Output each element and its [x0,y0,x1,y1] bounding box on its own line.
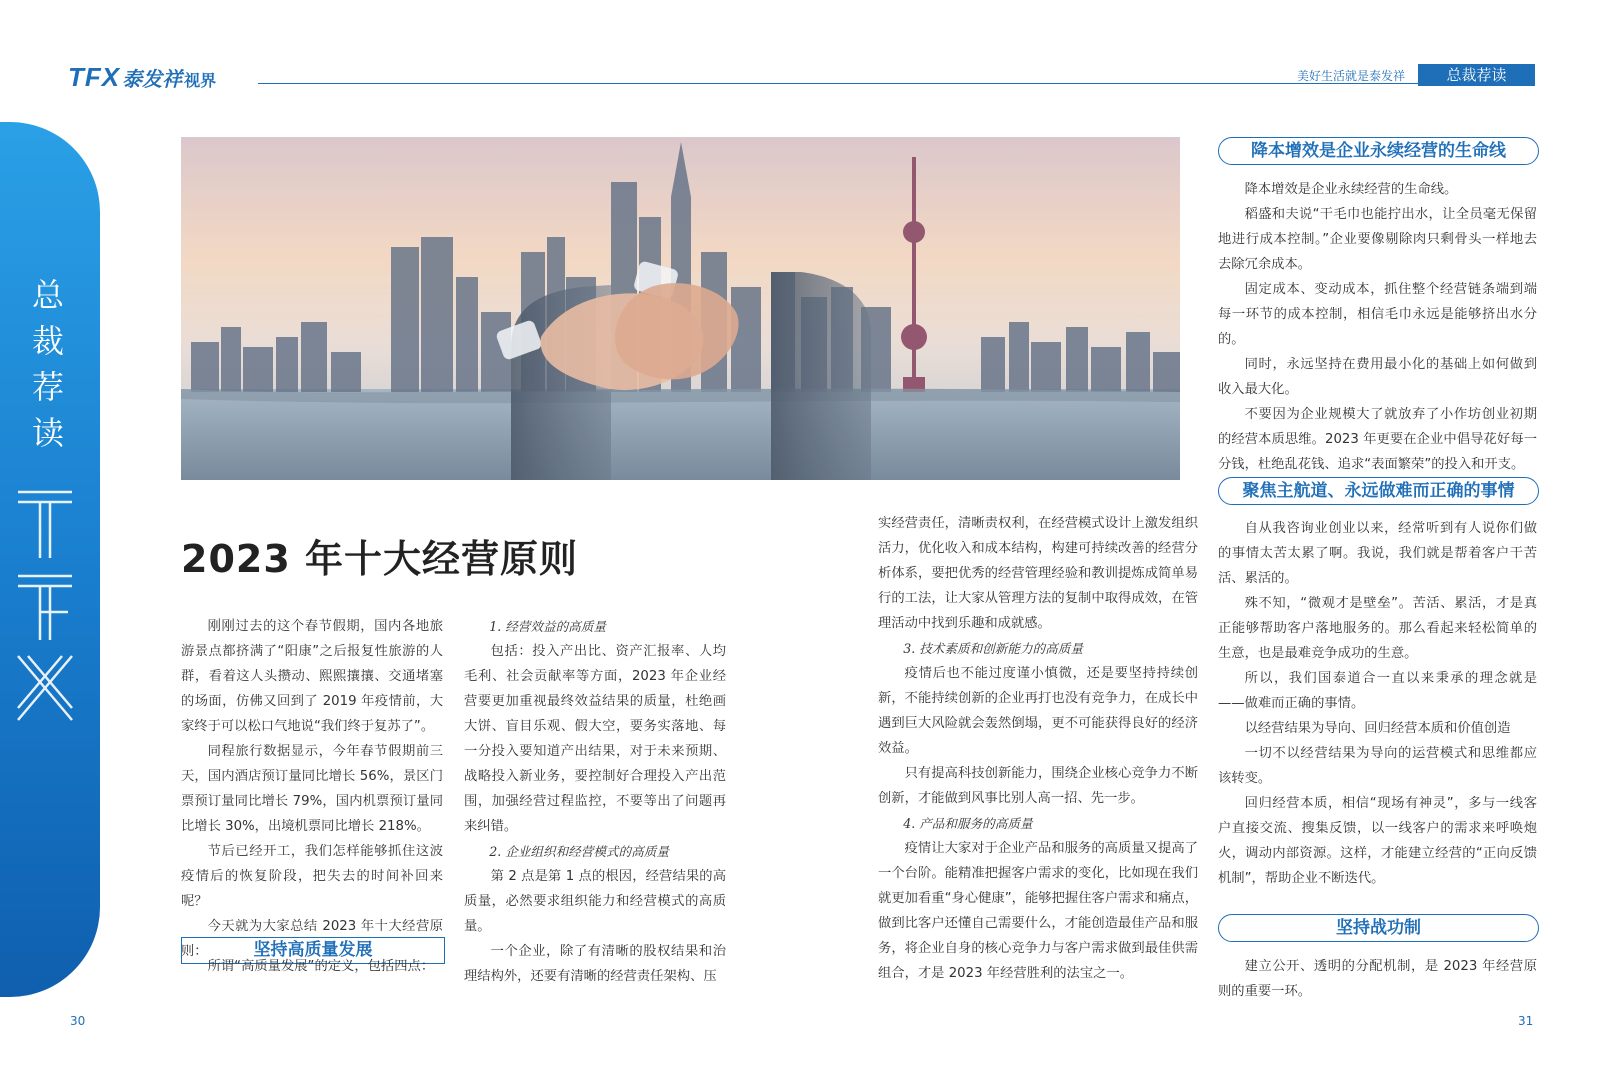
paragraph: 包括：投入产出比、资产汇报率、人均毛利、社会贡献率等方面，2023 年企业经营要更加重视最终效益结果的质量，杜绝画大饼、盲目乐观、假大空，要务实落地、每一分投入要知道产出结果，对于未来预期、战略投入新业务，要控制好合理投入产出范围，加强经营过程监控，不要等出了问题再来纠错。 [464,644,726,834]
paragraph: 同程旅行数据显示，今年春节假期前三天，国内酒店预订量同比增长 56%，景区门票预订量同比增长 79%，国内机票预订量同比增长 30%，出境机票同比增长 218%。 [181,744,443,834]
article-column-4a [1218,177,1537,477]
paragraph: 第 2 点是第 1 点的根因，经营结果的高质量，必然要求组织能力和经营模式的高质量。 [464,869,726,934]
paragraph: 不要因为企业规模大了就放弃了小作坊创业初期的经营本质思维。2023 年更要在企业中倡导花好每一分钱，杜绝乱花钱、追求“表面繁荣”的投入和开支。 [1218,407,1537,472]
paragraph: 殊不知，“微观才是壁垒”。苦活、累活，才是真正能够帮助客户落地服务的。那么看起来轻松简单的生意，也是最难竞争成功的生意。 [1218,596,1537,661]
paragraph: 疫情让大家对于企业产品和服务的高质量又提高了一个台阶。能精准把握客户需求的变化，比如现在我们就更加看重“身心健康”，能够把握住客户需求和痛点，做到比客户还懂自己需要什么，才能创造最佳产品和服务，将企业自身的核心竞争力与客户需求做到最佳供需组合，才是 2023 年经营胜利的法宝之一。 [878,841,1198,981]
side-section-title: 总裁荐读 [31,276,64,452]
section-heading-merit-system: 坚持战功制 [1218,914,1539,942]
subheading: 1. 经营效益的高质量 [489,619,606,634]
paragraph: 节后已经开工，我们怎样能够抓住这波疫情后的恢复阶段，把失去的时间补回来呢？ [181,844,443,909]
logo-tfx: TFX [68,62,121,92]
section-heading-cost-reduction: 降本增效是企业永续经营的生命线 [1218,137,1539,165]
article-title: 2023 年十大经营原则 [181,537,578,581]
side-tfx-watermark [10,488,80,728]
page-number-left: 30 [70,1014,86,1028]
paragraph: 降本增效是企业永续经营的生命线。 [1244,182,1458,197]
paragraph: 固定成本、变动成本，抓住整个经营链条端到端每一环节的成本控制，相信毛巾永远是能够挤出水分的。 [1218,282,1537,347]
page-number-right: 31 [1518,1014,1534,1028]
paragraph: 疫情后也不能过度谨小慎微，还是要坚持持续创新，不能持续创新的企业再打也没有竞争力，在成长中遇到巨大风险就会轰然倒塌，更不可能获得良好的经济效益。 [878,666,1198,756]
article-column-4b [1218,516,1537,891]
paragraph: 今天就为大家总结 2023 年十大经营原则： [181,919,443,959]
paragraph: 建立公开、透明的分配机制，是 2023 年经营原则的重要一环。 [1218,959,1537,999]
article-column-3 [878,511,1198,986]
logo-brand: 泰发祥 [122,67,183,91]
logo-view: 视界 [184,71,217,90]
paragraph: 自从我咨询业创业以来，经常听到有人说你们做的事情太苦太累了啊。我说，我们就是帮着客户干苦活、累活的。 [1218,521,1537,586]
paragraph: 只有提高科技创新能力，围绕企业核心竞争力不断创新，才能做到风事比别人高一招、先一步。 [878,766,1198,806]
article-column-2 [464,614,726,989]
article-column-1-tail [181,954,443,979]
subheading: 2. 企业组织和经营模式的高质量 [489,844,669,859]
header-rule [258,83,1418,84]
article-column-4c [1218,954,1537,1004]
paragraph: 刚刚过去的这个春节假期，国内各地旅游景点都挤满了“阳康”之后报复性旅游的人群，看着这人头攒动、熙熙攘攘、交通堵塞的场面，仿佛又回到了 2019 年疫情前，大家终于可以松口气地说“我们终于复苏了”。 [181,619,443,734]
subheading: 4. 产品和服务的高质量 [903,816,1033,831]
paragraph: 所谓“高质量发展”的定义，包括四点： [207,959,435,974]
paragraph: 一个企业，除了有清晰的股权结果和治理结构外，还要有清晰的经营责任架构、压 [464,944,726,984]
section-heading-focus-main-channel: 聚焦主航道、永远做难而正确的事情 [1218,477,1539,505]
paragraph: 实经营责任，清晰责权利，在经营模式设计上激发组织活力，优化收入和成本结构，构建可持续改善的经营分析体系，要把优秀的经营管理经验和教训提炼成简单易行的工法，让大家从管理方法的复制中取得成效，在管理活动中找到乐趣和成就感。 [878,516,1198,631]
article-column-1 [181,614,443,964]
paragraph: 同时，永远坚持在费用最小化的基础上如何做到收入最大化。 [1218,357,1537,397]
paragraph: 回归经营本质，相信“现场有神灵”，多与一线客户直接交流、搜集反馈，以一线客户的需求来呼唤炮火，调动内部资源。这样，才能建立经营的“正向反馈机制”，帮助企业不断迭代。 [1218,796,1537,886]
hero-image-city-handshake [181,137,1180,480]
section-tab: 总裁荐读 [1418,64,1535,86]
magazine-logo [68,62,216,93]
paragraph: 以经营结果为导向、回归经营本质和价值创造 [1244,721,1511,736]
paragraph: 一切不以经营结果为导向的运营模式和思维都应该转变。 [1218,746,1537,786]
section-heading-high-quality: 坚持高质量发展 [181,937,445,964]
paragraph: 所以，我们国泰道合一直以来秉承的理念就是——做难而正确的事情。 [1218,671,1537,711]
header-slogan: 美好生活就是泰发祥 [1296,69,1405,83]
subheading: 3. 技术素质和创新能力的高质量 [903,641,1083,656]
paragraph: 稻盛和夫说“干毛巾也能拧出水，让全员毫无保留地进行成本控制。”企业要像剔除肉只剩骨头一样地去去除冗余成本。 [1218,207,1537,272]
